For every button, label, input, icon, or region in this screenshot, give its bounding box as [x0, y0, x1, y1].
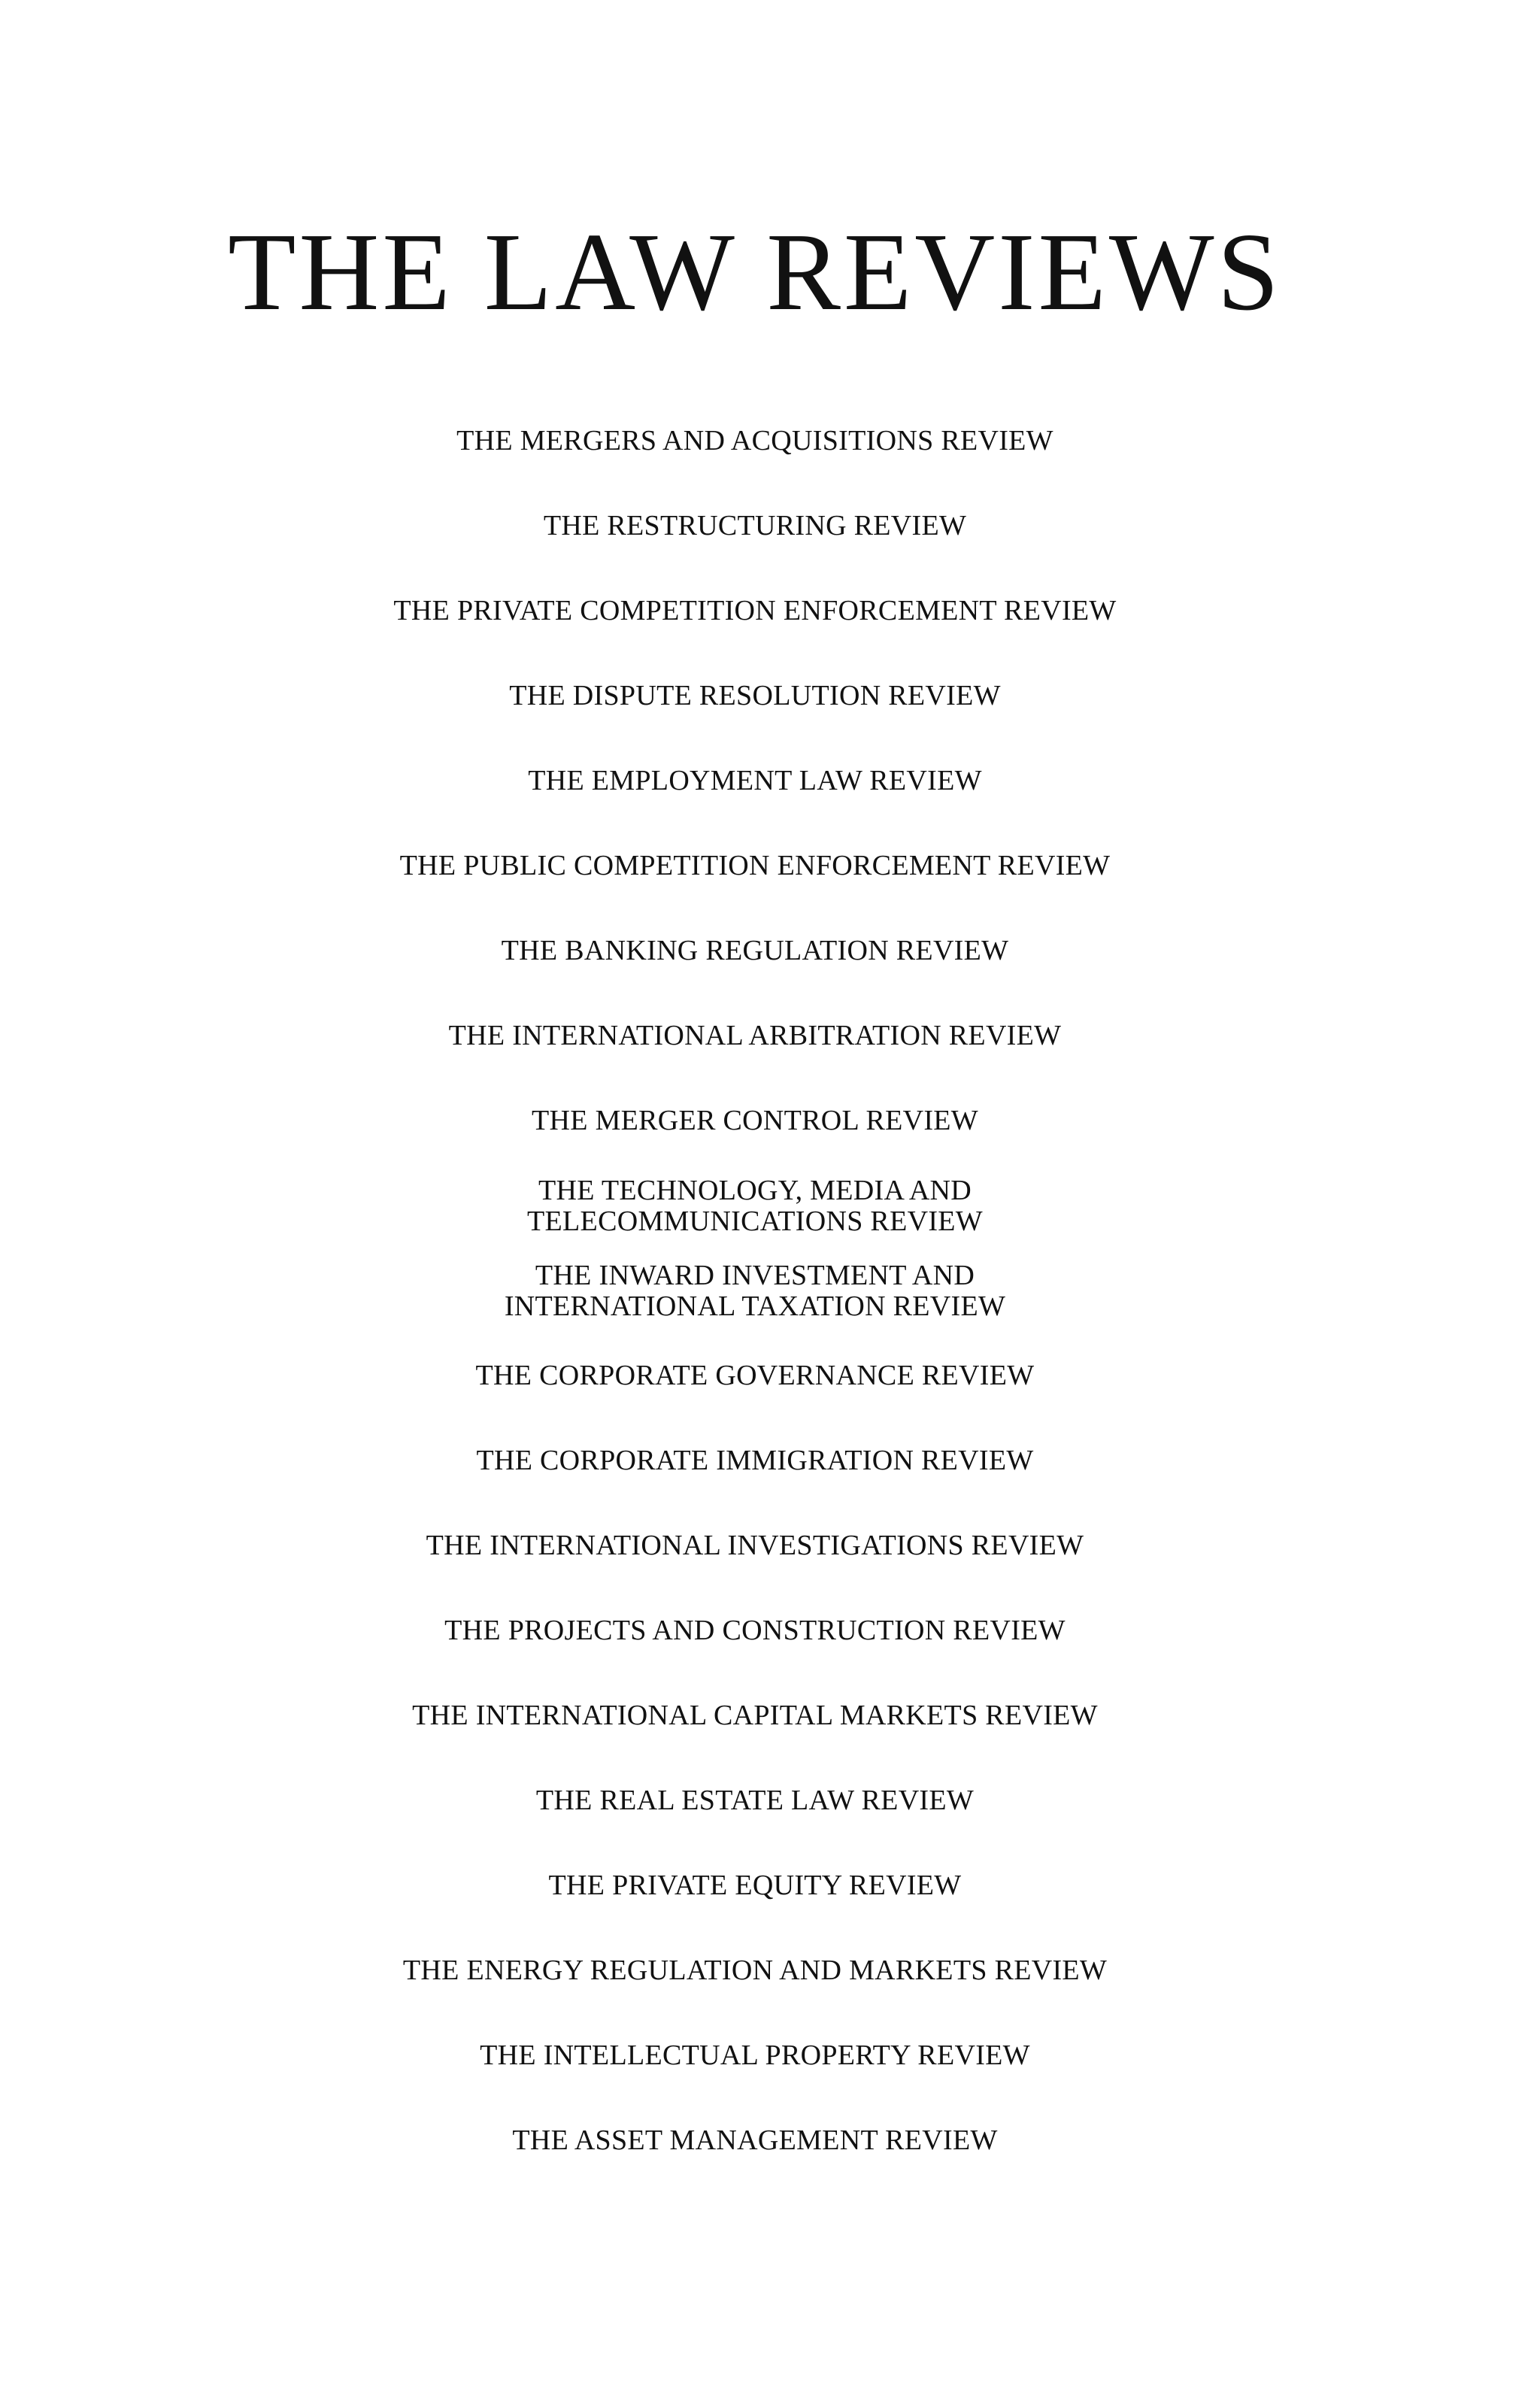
review-title-line: THE INTERNATIONAL CAPITAL MARKETS REVIEW — [412, 1700, 1098, 1731]
review-title-line: THE ENERGY REGULATION AND MARKETS REVIEW — [402, 1955, 1108, 1986]
review-title — [0, 1260, 1510, 1322]
review-title-line: THE CORPORATE GOVERNANCE REVIEW — [475, 1360, 1035, 1391]
review-title — [0, 2125, 1510, 2156]
review-title — [0, 1785, 1510, 1816]
review-title — [0, 1175, 1510, 1237]
review-title — [0, 1615, 1510, 1646]
review-title-line: THE PROJECTS AND CONSTRUCTION REVIEW — [444, 1615, 1066, 1646]
review-title — [0, 681, 1510, 711]
review-title-line: THE MERGER CONTROL REVIEW — [532, 1105, 978, 1136]
review-title-line: THE EMPLOYMENT LAW REVIEW — [528, 765, 982, 796]
review-title-line: THE INTELLECTUAL PROPERTY REVIEW — [480, 2040, 1030, 2071]
review-title-line: THE MERGERS AND ACQUISITIONS REVIEW — [456, 425, 1053, 456]
review-title-line: THE PRIVATE COMPETITION ENFORCEMENT REVIEW — [393, 595, 1117, 626]
review-title — [0, 1870, 1510, 1901]
review-title — [0, 1530, 1510, 1561]
review-title — [0, 936, 1510, 966]
review-title — [0, 1445, 1510, 1476]
review-title — [0, 851, 1510, 881]
review-title-line: THE INTERNATIONAL ARBITRATION REVIEW — [448, 1020, 1062, 1051]
review-title-line: THE PRIVATE EQUITY REVIEW — [548, 1870, 962, 1901]
review-title — [0, 1021, 1510, 1051]
review-title-line: THE DISPUTE RESOLUTION REVIEW — [509, 680, 1001, 711]
review-title-line: THE ASSET MANAGEMENT REVIEW — [512, 2124, 998, 2156]
review-title — [0, 1360, 1510, 1391]
review-title-line: THE INWARD INVESTMENT AND — [535, 1259, 975, 1291]
review-title — [0, 1955, 1510, 1986]
review-title — [0, 2040, 1510, 2071]
page-title: THE LAW REVIEWS — [228, 211, 1282, 334]
review-title — [0, 511, 1510, 541]
review-title-line: THE PUBLIC COMPETITION ENFORCEMENT REVIEW — [399, 850, 1111, 881]
review-title — [0, 596, 1510, 626]
review-title-line: THE TECHNOLOGY, MEDIA AND — [538, 1174, 972, 1206]
review-title-line: THE BANKING REGULATION REVIEW — [501, 935, 1009, 966]
review-title-line: THE CORPORATE IMMIGRATION REVIEW — [476, 1445, 1034, 1476]
review-title-line: THE INTERNATIONAL INVESTIGATIONS REVIEW — [426, 1530, 1084, 1561]
review-title-line: TELECOMMUNICATIONS REVIEW — [527, 1205, 983, 1237]
review-title-line: THE RESTRUCTURING REVIEW — [543, 510, 967, 541]
review-title — [0, 1700, 1510, 1731]
review-title — [0, 766, 1510, 796]
review-title — [0, 426, 1510, 456]
review-title-line: INTERNATIONAL TAXATION REVIEW — [504, 1290, 1006, 1322]
review-title — [0, 1105, 1510, 1136]
review-title-line: THE REAL ESTATE LAW REVIEW — [535, 1785, 975, 1816]
